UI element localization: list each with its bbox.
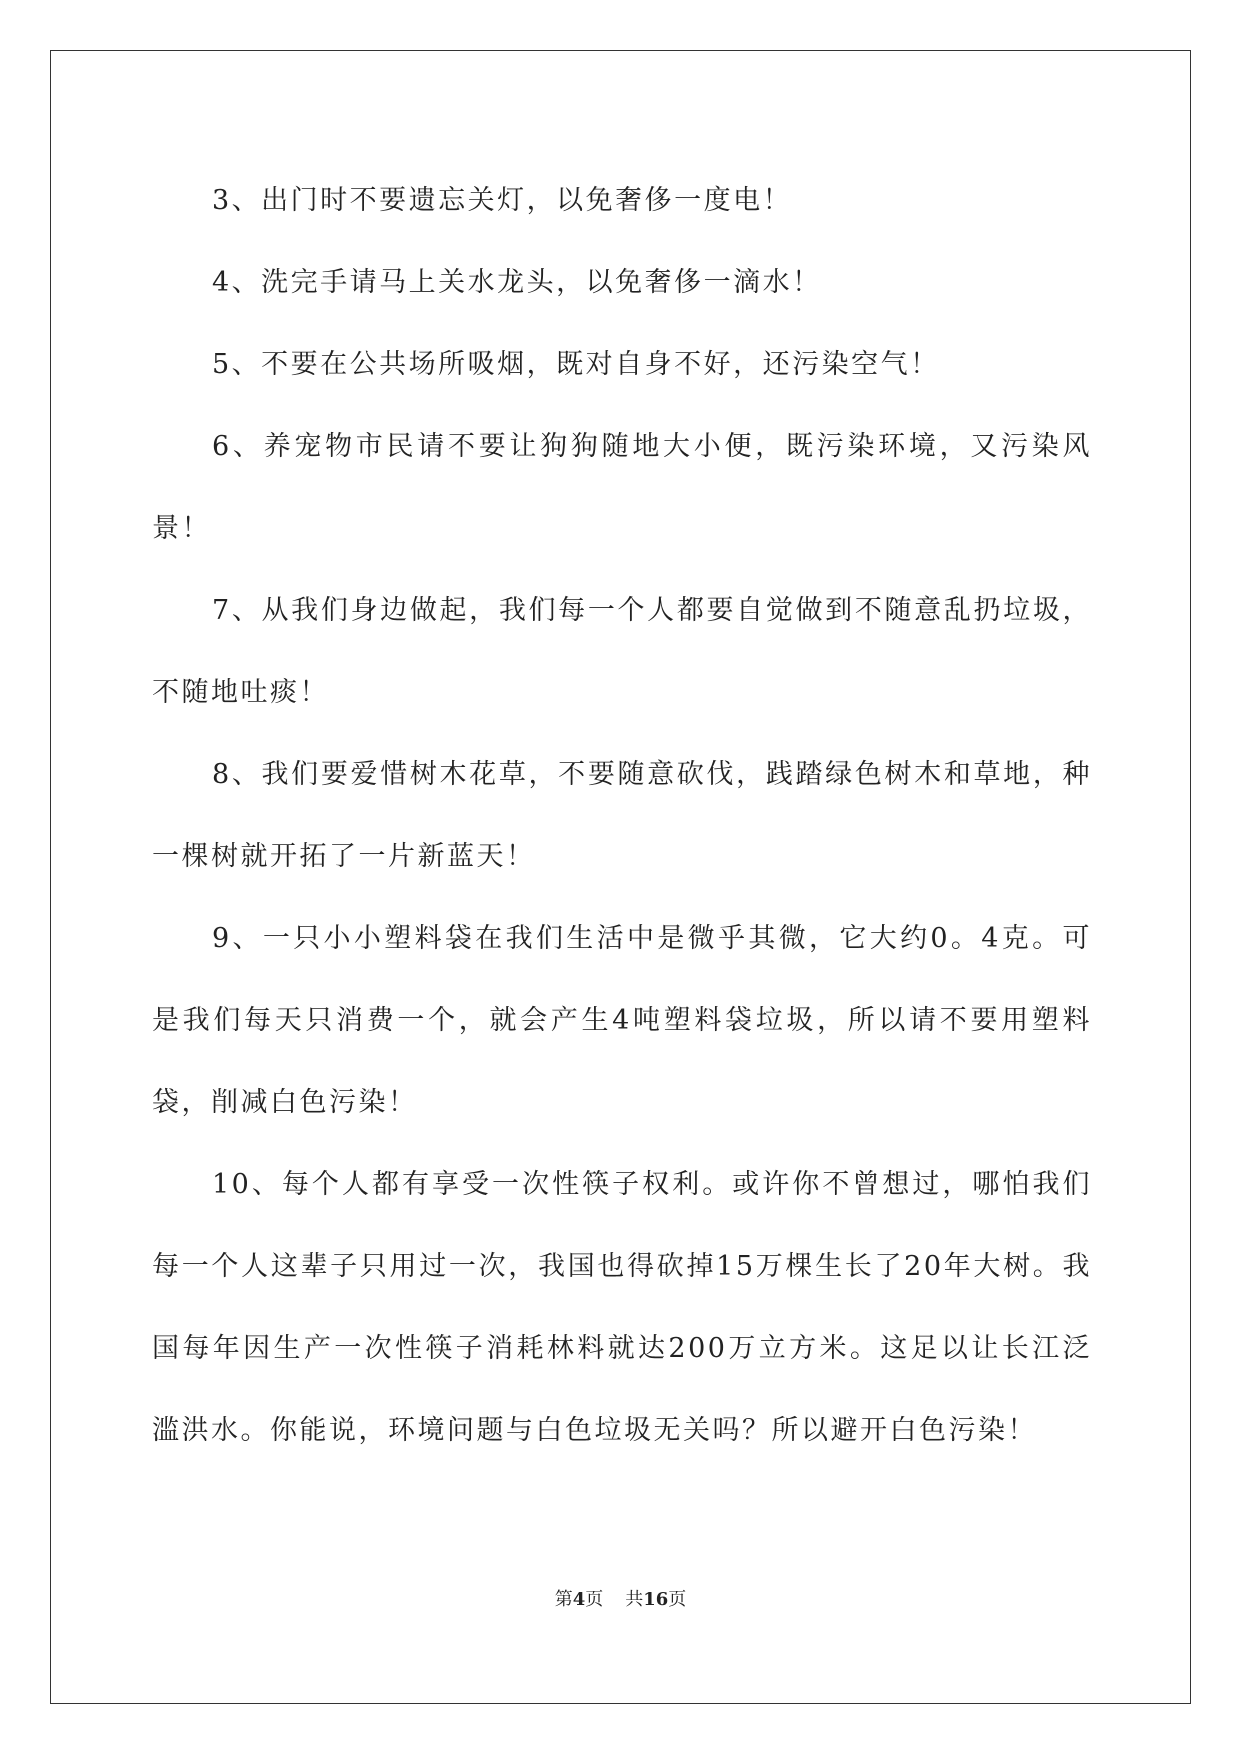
paragraph-8: 8、我们要爱惜树木花草，不要随意砍伐，践踏绿色树木和草地，种一棵树就开拓了一片新蓝天！	[152, 759, 1092, 872]
paragraph-6: 6、养宠物市民请不要让狗狗随地大小便，既污染环境，又污染风景！	[152, 431, 1092, 544]
footer-prefix: 第	[554, 1589, 573, 1610]
total-pages-number: 16	[643, 1589, 669, 1610]
current-page-number: 4	[572, 1589, 586, 1610]
paragraph-7: 7、从我们身边做起，我们每一个人都要自觉做到不随意乱扔垃圾，不随地吐痰！	[152, 595, 1092, 708]
paragraph-9: 9、一只小小塑料袋在我们生活中是微乎其微，它大约0。4克。可是我们每天只消费一个，就会产生4吨塑料袋垃圾，所以请不要用塑料袋，削减白色污染！	[152, 923, 1092, 1118]
paragraph-5: 5、不要在公共场所吸烟，既对自身不好，还污染空气！	[212, 349, 940, 380]
footer-page-suffix: 页	[585, 1589, 604, 1610]
paragraph-4: 4、洗完手请马上关水龙头，以免奢侈一滴水！	[212, 267, 822, 298]
footer-total-suffix: 页	[668, 1589, 687, 1610]
page-footer	[0, 1585, 1241, 1611]
document-body	[152, 160, 1092, 1472]
footer-total-prefix: 共	[625, 1589, 644, 1610]
paragraph-3: 3、出门时不要遗忘关灯，以免奢侈一度电！	[212, 185, 793, 216]
paragraph-10: 10、每个人都有享受一次性筷子权利。或许你不曾想过，哪怕我们每一个人这辈子只用过一次，我国也得砍掉15万棵生长了20年大树。我国每年因生产一次性筷子消耗林料就达200万立方米。这足以让长江泛滥洪水。你能说，环境问题与白色垃圾无关吗？所以避开白色污染！	[152, 1169, 1092, 1446]
